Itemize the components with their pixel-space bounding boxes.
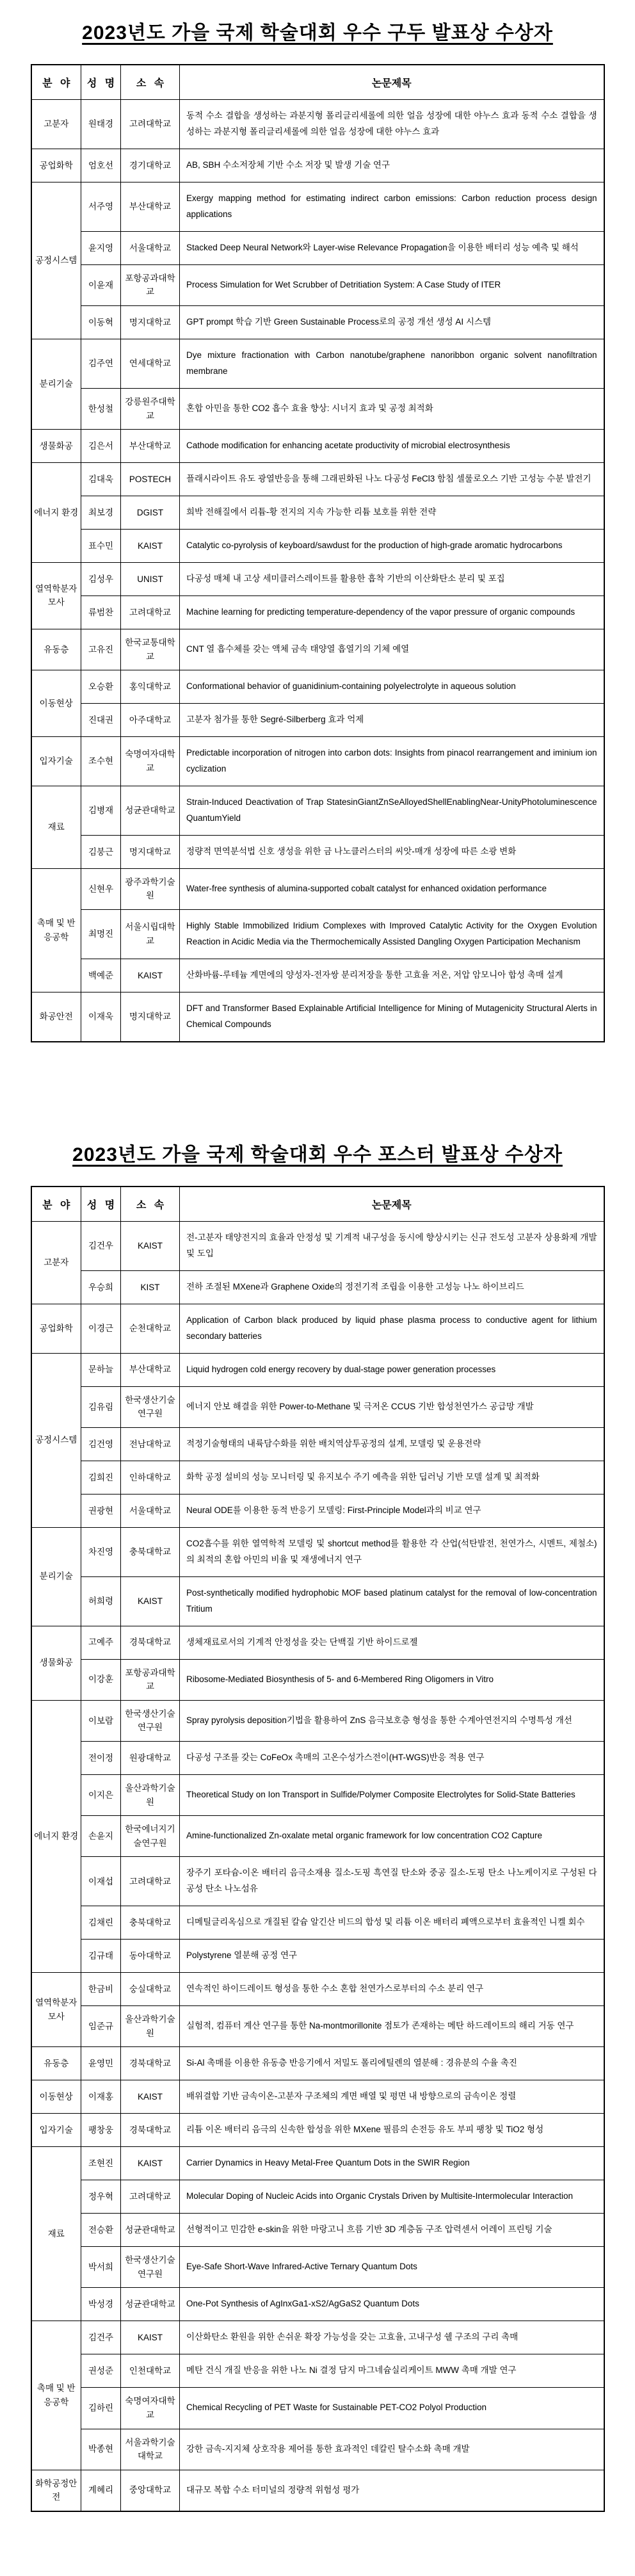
table-row [31, 1386, 604, 1427]
affiliation-cell: 강릉원주대학교 [121, 388, 180, 429]
name-cell: 차진영 [81, 1527, 121, 1576]
name-cell: 권성준 [81, 2354, 121, 2388]
affiliation-cell: 포항공과대학교 [121, 264, 180, 305]
paper-title-cell: Eye-Safe Short-Wave Infrared-Active Ternary Quantum Dots [180, 2247, 604, 2288]
name-cell: 한금비 [81, 1973, 121, 2006]
table-row [31, 182, 604, 231]
field-cell: 화공안전 [31, 992, 81, 1041]
table-row [31, 1700, 604, 1741]
name-cell: 엄호선 [81, 149, 121, 182]
table-row [31, 1353, 604, 1386]
paper-title-cell: 리튬 이온 배터리 음극의 신속한 합성을 위한 MXene 필름의 손전등 유도 부피 팽창 및 TiO2 형성 [180, 2114, 604, 2147]
table-row [31, 2247, 604, 2288]
affiliation-cell: 연세대학교 [121, 339, 180, 388]
table-row [31, 1857, 604, 1906]
affiliation-cell: 충북대학교 [121, 1906, 180, 1940]
paper-title-cell: Water-free synthesis of alumina-supported cobalt catalyst for enhanced oxidation performance [180, 868, 604, 909]
name-cell: 서주영 [81, 182, 121, 231]
paper-title-cell: Theoretical Study on Ion Transport in Sulfide/Polymer Composite Electrolytes for Solid-State Batteries [180, 1775, 604, 1816]
affiliation-cell: 전남대학교 [121, 1427, 180, 1461]
column-header: 성 명 [81, 65, 121, 100]
affiliation-cell: DGIST [121, 496, 180, 530]
table-row [31, 2288, 604, 2321]
table-row [31, 595, 604, 629]
field-cell: 생물화공 [31, 430, 81, 463]
paper-title-cell: 희박 전해질에서 리튬-황 전지의 지속 가능한 리튬 보호를 위한 전략 [180, 496, 604, 530]
table-row [31, 1461, 604, 1494]
table-row [31, 1576, 604, 1626]
field-cell: 에너지 환경 [31, 1700, 81, 1972]
affiliation-cell: 고려대학교 [121, 1857, 180, 1906]
table-row [31, 1270, 604, 1304]
name-cell: 이윤재 [81, 264, 121, 305]
name-cell: 김대욱 [81, 463, 121, 496]
paper-title-cell: Amine-functionalized Zn-oxalate metal organic framework for low concentration CO2 Capture [180, 1816, 604, 1857]
paper-title-cell: 전하 조절된 MXene과 Graphene Oxide의 정전기적 조립을 이용한 고성능 나노 하이브리드 [180, 1270, 604, 1304]
affiliation-cell: 명지대학교 [121, 306, 180, 339]
affiliation-cell: 광주과학기술원 [121, 868, 180, 909]
affiliation-cell: KAIST [121, 2321, 180, 2354]
column-header: 분 야 [31, 65, 81, 100]
paper-title-cell: 다공성 매체 내 고상 세미클러스레이트를 활용한 흡착 기반의 이산화탄소 분리 및 포집 [180, 562, 604, 595]
field-cell: 분리기술 [31, 339, 81, 429]
table-row [31, 1816, 604, 1857]
table-row [31, 463, 604, 496]
affiliation-cell: KAIST [121, 959, 180, 992]
name-cell: 이재욱 [81, 992, 121, 1041]
field-cell: 입자기술 [31, 737, 81, 786]
name-cell: 김건우 [81, 1221, 121, 1270]
name-cell: 최명진 [81, 910, 121, 959]
field-cell: 화학공정안전 [31, 2470, 81, 2511]
paper-title-cell: 이산화탄소 환원을 위한 손쉬운 확장 가능성을 갖는 고효율, 고내구성 쉘 구조의 구리 촉매 [180, 2321, 604, 2354]
paper-title-cell: Process Simulation for Wet Scrubber of Detritiation System: A Case Study of ITER [180, 264, 604, 305]
table-row [31, 1626, 604, 1659]
column-header: 논문제목 [180, 1187, 604, 1222]
table-body [31, 1221, 604, 2511]
paper-title-cell: Neural ODE를 이용한 동적 반응기 모델링: First-Principle Model과의 비교 연구 [180, 1494, 604, 1527]
name-cell: 류범찬 [81, 595, 121, 629]
affiliation-cell: 서울대학교 [121, 1494, 180, 1527]
poster-award-section [0, 1138, 635, 2512]
affiliation-cell: KAIST [121, 530, 180, 563]
affiliation-cell: 홍익대학교 [121, 670, 180, 704]
table-row [31, 1940, 604, 1973]
table-row [31, 1742, 604, 1775]
name-cell: 김은서 [81, 430, 121, 463]
table-row [31, 496, 604, 530]
name-cell: 이동혁 [81, 306, 121, 339]
oral-award-section [0, 17, 635, 1042]
affiliation-cell: 서울과학기술대학교 [121, 2429, 180, 2470]
paper-title-cell: 혼합 아민을 통한 CO2 흡수 효율 향상: 시너지 효과 및 공정 최적화 [180, 388, 604, 429]
table-row [31, 2047, 604, 2080]
table-row [31, 1427, 604, 1461]
table-row [31, 1221, 604, 1270]
field-cell: 촉매 및 반응공학 [31, 868, 81, 992]
paper-title-cell: Molecular Doping of Nucleic Acids into Organic Crystals Driven by Multisite-Intermolecular Interaction [180, 2180, 604, 2214]
paper-title-cell: CNT 열 흡수체를 갖는 액체 금속 태양열 흡열기의 기체 예열 [180, 629, 604, 670]
affiliation-cell: 경북대학교 [121, 1626, 180, 1659]
affiliation-cell: 아주대학교 [121, 704, 180, 737]
table-header [31, 65, 604, 100]
affiliation-cell: 고려대학교 [121, 100, 180, 149]
table-row [31, 149, 604, 182]
name-cell: 윤영민 [81, 2047, 121, 2080]
paper-title-cell: Polystyrene 열분해 공정 연구 [180, 1940, 604, 1973]
table-header [31, 1187, 604, 1222]
oral-award-table [31, 64, 605, 1042]
affiliation-cell: 성균관대학교 [121, 2214, 180, 2247]
paper-title-cell: DFT and Transformer Based Explainable Artificial Intelligence for Mining of Mutagenicity Structural Alerts in Chemical Compounds [180, 992, 604, 1041]
table-row [31, 1527, 604, 1576]
name-cell: 김붕근 [81, 835, 121, 868]
table-row [31, 100, 604, 149]
affiliation-cell: 한국생산기술연구원 [121, 1386, 180, 1427]
paper-title-cell: 메탄 건식 개질 반응을 위한 나노 Ni 결정 담지 마그네슘실리케이트 MWW 촉매 개발 연구 [180, 2354, 604, 2388]
field-cell: 공정시스템 [31, 182, 81, 339]
affiliation-cell: 중앙대학교 [121, 2470, 180, 2511]
field-cell: 이동현상 [31, 2080, 81, 2114]
affiliation-cell: KAIST [121, 1576, 180, 1626]
affiliation-cell: 고려대학교 [121, 595, 180, 629]
paper-title-cell: CO2흡수를 위한 열역학적 모델링 및 shortcut method를 활용한 각 산업(석탄발전, 천연가스, 시멘트, 제철소)의 최적의 혼합 아민의 비율 및 재생에너지 연구 [180, 1527, 604, 1576]
paper-title-cell: AB, SBH 수소저장체 기반 수소 저장 및 발생 기술 연구 [180, 149, 604, 182]
table-row [31, 530, 604, 563]
affiliation-cell: 숙명여자대학교 [121, 737, 180, 786]
paper-title-cell: Exergy mapping method for estimating indirect carbon emissions: Carbon reduction process design applications [180, 182, 604, 231]
affiliation-cell: 인하대학교 [121, 1461, 180, 1494]
table-row [31, 1973, 604, 2006]
name-cell: 조수현 [81, 737, 121, 786]
name-cell: 이재섭 [81, 1857, 121, 1906]
name-cell: 김주연 [81, 339, 121, 388]
name-cell: 박성경 [81, 2288, 121, 2321]
affiliation-cell: 경북대학교 [121, 2047, 180, 2080]
table-row [31, 1304, 604, 1353]
name-cell: 김하린 [81, 2388, 121, 2429]
name-cell: 오승환 [81, 670, 121, 704]
affiliation-cell: 경북대학교 [121, 2114, 180, 2147]
affiliation-cell: 한국교통대학교 [121, 629, 180, 670]
name-cell: 권광현 [81, 1494, 121, 1527]
name-cell: 이강훈 [81, 1659, 121, 1700]
table-row [31, 835, 604, 868]
table-row [31, 2321, 604, 2354]
table-row [31, 2080, 604, 2114]
field-cell: 생물화공 [31, 1626, 81, 1700]
table-row [31, 1906, 604, 1940]
table-row [31, 2429, 604, 2470]
table-row [31, 2006, 604, 2047]
table-row [31, 629, 604, 670]
table-row [31, 1775, 604, 1816]
name-cell: 박서희 [81, 2247, 121, 2288]
table-row [31, 306, 604, 339]
affiliation-cell: 경기대학교 [121, 149, 180, 182]
affiliation-cell: 충북대학교 [121, 1527, 180, 1576]
paper-title-cell: Highly Stable Immobilized Iridium Complexes with Improved Catalytic Activity for the Oxygen Evolution Reaction in Acidic Media via the Thermochemically Assisted Dangling Oxygen Participation Mechanism [180, 910, 604, 959]
name-cell: 신현우 [81, 868, 121, 909]
affiliation-cell: 서울대학교 [121, 231, 180, 264]
table-row [31, 2388, 604, 2429]
paper-title-cell: 배위결합 기반 금속이온-고분자 구조체의 계면 배열 및 평면 내 방향으로의 금속이온 정렬 [180, 2080, 604, 2114]
paper-title-cell: 디메틸글리옥심으로 개질된 칼슘 알긴산 비드의 합성 및 리튬 이온 배터리 폐액으로부터 효율적인 니켈 회수 [180, 1906, 604, 1940]
name-cell: 윤지영 [81, 231, 121, 264]
paper-title-cell: 생체재료로서의 기계적 안정성을 갖는 단백질 기반 하이드로젤 [180, 1626, 604, 1659]
name-cell: 김규태 [81, 1940, 121, 1973]
paper-title-cell: Stacked Deep Neural Network와 Layer-wise Relevance Propagation을 이용한 배터리 성능 예측 및 해석 [180, 231, 604, 264]
paper-title-cell: Ribosome-Mediated Biosynthesis of 5- and 6-Membered Ring Oligomers in Vitro [180, 1659, 604, 1700]
name-cell: 이경근 [81, 1304, 121, 1353]
field-cell: 공업화학 [31, 149, 81, 182]
table-row [31, 786, 604, 835]
table-row [31, 992, 604, 1041]
field-cell: 입자기술 [31, 2114, 81, 2147]
paper-title-cell: 산화바륨-루테늄 계면에의 양성자-전자쌍 분리저장을 통한 고효율 저온, 저압 암모니아 합성 촉매 설계 [180, 959, 604, 992]
field-cell: 촉매 및 반응공학 [31, 2321, 81, 2470]
paper-title-cell: Dye mixture fractionation with Carbon nanotube/graphene nanoribbon organic solvent nanofiltration membrane [180, 339, 604, 388]
name-cell: 정우혁 [81, 2180, 121, 2214]
paper-title-cell: Strain-Induced Deactivation of Trap StatesinGiantZnSeAlloyedShellEnablingNear-UnityPhotoluminescence QuantumYield [180, 786, 604, 835]
table-row [31, 430, 604, 463]
field-cell: 고분자 [31, 1221, 81, 1304]
table-row [31, 1659, 604, 1700]
affiliation-cell: 한국생산기술연구원 [121, 2247, 180, 2288]
paper-title-cell: 실험적, 컴퓨터 계산 연구를 통한 Na-montmorillonite 점토가 존재하는 메탄 하드레이트의 해리 거동 연구 [180, 2006, 604, 2047]
table-row [31, 2147, 604, 2180]
table-row [31, 670, 604, 704]
affiliation-cell: 울산과학기술원 [121, 1775, 180, 1816]
name-cell: 전이정 [81, 1742, 121, 1775]
field-cell: 열역학분자모사 [31, 562, 81, 629]
column-header: 성 명 [81, 1187, 121, 1222]
paper-title-cell: Liquid hydrogen cold energy recovery by dual-stage power generation processes [180, 1353, 604, 1386]
column-header: 논문제목 [180, 65, 604, 100]
affiliation-cell: 동아대학교 [121, 1940, 180, 1973]
paper-title-cell: Catalytic co-pyrolysis of keyboard/sawdust for the production of high-grade aromatic hydrocarbons [180, 530, 604, 563]
name-cell: 임준규 [81, 2006, 121, 2047]
name-cell: 김채린 [81, 1906, 121, 1940]
table-row [31, 2214, 604, 2247]
name-cell: 표수민 [81, 530, 121, 563]
paper-title-cell: Chemical Recycling of PET Waste for Sustainable PET-CO2 Polyol Production [180, 2388, 604, 2429]
field-cell: 분리기술 [31, 1527, 81, 1626]
field-cell: 유동층 [31, 629, 81, 670]
field-cell: 재료 [31, 2147, 81, 2321]
table-row [31, 704, 604, 737]
affiliation-cell: 한국에너지기술연구원 [121, 1816, 180, 1857]
oral-award-title: 2023년도 가을 국제 학술대회 우수 구두 발표상 수상자 [82, 22, 553, 44]
paper-title-cell: 플래시라이트 유도 광열반응을 통해 그래핀화된 나노 다공성 FeCl3 함침 셀룰로오스 기반 고성능 수분 발전기 [180, 463, 604, 496]
affiliation-cell: POSTECH [121, 463, 180, 496]
name-cell: 계혜리 [81, 2470, 121, 2511]
affiliation-cell: 서울시립대학교 [121, 910, 180, 959]
name-cell: 문하늘 [81, 1353, 121, 1386]
poster-award-table [31, 1186, 605, 2512]
paper-title-cell: Carrier Dynamics in Heavy Metal-Free Quantum Dots in the SWIR Region [180, 2147, 604, 2180]
paper-title-cell: Conformational behavior of guanidinium-containing polyelectrolyte in aqueous solution [180, 670, 604, 704]
table-row [31, 1494, 604, 1527]
name-cell: 우승희 [81, 1270, 121, 1304]
table-row [31, 737, 604, 786]
name-cell: 고예주 [81, 1626, 121, 1659]
affiliation-cell: 부산대학교 [121, 1353, 180, 1386]
name-cell: 김유림 [81, 1386, 121, 1427]
affiliation-cell: 순천대학교 [121, 1304, 180, 1353]
affiliation-cell: UNIST [121, 562, 180, 595]
name-cell: 이보람 [81, 1700, 121, 1741]
paper-title-cell: Machine learning for predicting temperature-dependency of the vapor pressure of organic compounds [180, 595, 604, 629]
column-header: 소 속 [121, 65, 180, 100]
paper-title-cell: Application of Carbon black produced by liquid phase plasma process to conductive agent for lithium secondary batteries [180, 1304, 604, 1353]
affiliation-cell: 숭실대학교 [121, 1973, 180, 2006]
paper-title-cell: 정량적 면역분석법 신호 생성을 위한 금 나노클러스터의 씨앗-매개 성장에 따른 소광 변화 [180, 835, 604, 868]
paper-title-cell: GPT prompt 학습 기반 Green Sustainable Process로의 공정 개선 생성 AI 시스템 [180, 306, 604, 339]
table-row [31, 959, 604, 992]
affiliation-cell: 포항공과대학교 [121, 1659, 180, 1700]
paper-title-cell: 에너지 안보 해결을 위한 Power-to-Methane 및 극저온 CCUS 기반 합성천연가스 공급망 개발 [180, 1386, 604, 1427]
paper-title-cell: 동적 수소 결합을 생성하는 과분지형 폴리글리세롤에 의한 얼음 성장에 대한 야누스 효과 동적 수소 결합을 생성하는 과분지형 폴리글리세롤에 의한 얼음 성장에 대한 야누스 효과 [180, 100, 604, 149]
table-row [31, 339, 604, 388]
name-cell: 고유진 [81, 629, 121, 670]
paper-title-cell: Post-synthetically modified hydrophobic MOF based platinum catalyst for the removal of low-concentration Tritium [180, 1576, 604, 1626]
paper-title-cell: 연속적인 하이드레이트 형성을 통한 수소 혼합 천연가스로부터의 수소 분리 연구 [180, 1973, 604, 2006]
name-cell: 박종현 [81, 2429, 121, 2470]
field-cell: 에너지 환경 [31, 463, 81, 563]
affiliation-cell: 울산과학기술원 [121, 2006, 180, 2047]
affiliation-cell: KAIST [121, 1221, 180, 1270]
affiliation-cell: 인천대학교 [121, 2354, 180, 2388]
poster-award-title: 2023년도 가을 국제 학술대회 우수 포스터 발표상 수상자 [72, 1144, 563, 1165]
column-header: 소 속 [121, 1187, 180, 1222]
paper-title-cell: One-Pot Synthesis of AgInxGa1-xS2/AgGaS2 Quantum Dots [180, 2288, 604, 2321]
paper-title-cell: Cathode modification for enhancing acetate productivity of microbial electrosynthesis [180, 430, 604, 463]
paper-title-cell: 다공성 구조를 갖는 CoFeOx 촉매의 고온수성가스전이(HT-WGS)반응 적용 연구 [180, 1742, 604, 1775]
name-cell: 김희진 [81, 1461, 121, 1494]
field-cell: 고분자 [31, 100, 81, 149]
name-cell: 김병재 [81, 786, 121, 835]
paper-title-cell: Si-Al 촉매를 이용한 유동층 반응기에서 저밀도 폴리에틸렌의 열분해 : 경유분의 수율 촉진 [180, 2047, 604, 2080]
name-cell: 이재홍 [81, 2080, 121, 2114]
paper-title-cell: 장주기 포타슘-이온 배터리 음극소재용 질소-도핑 흑연질 탄소와 중공 질소-도핑 탄소 나노케이지로 구성된 다공성 탄소 나노섬유 [180, 1857, 604, 1906]
table-row [31, 264, 604, 305]
name-cell: 한성철 [81, 388, 121, 429]
affiliation-cell: 명지대학교 [121, 992, 180, 1041]
affiliation-cell: 부산대학교 [121, 182, 180, 231]
paper-title-cell: 강한 금속-지지체 상호작용 제어를 통한 효과적인 데칼린 탈수소화 촉매 개발 [180, 2429, 604, 2470]
name-cell: 원태경 [81, 100, 121, 149]
affiliation-cell: 숙명여자대학교 [121, 2388, 180, 2429]
paper-title-cell: 선형적이고 민감한 e-skin을 위한 마랑고니 흐름 기반 3D 계층돔 구조 압력센서 어레이 프린팅 기술 [180, 2214, 604, 2247]
paper-title-cell: 적정기술형태의 내륙담수화를 위한 배치역삼투공정의 설계, 모델링 및 운용전략 [180, 1427, 604, 1461]
field-cell: 이동현상 [31, 670, 81, 737]
name-cell: 진대권 [81, 704, 121, 737]
table-row [31, 231, 604, 264]
name-cell: 김성우 [81, 562, 121, 595]
affiliation-cell: 성균관대학교 [121, 786, 180, 835]
table-row [31, 868, 604, 909]
table-row [31, 910, 604, 959]
table-row [31, 2180, 604, 2214]
affiliation-cell: KIST [121, 1270, 180, 1304]
paper-title-cell: 화학 공정 설비의 성능 모니터링 및 유지보수 주기 예측을 위한 딥러닝 기반 모델 설계 및 최적화 [180, 1461, 604, 1494]
table-row [31, 2354, 604, 2388]
table-row [31, 562, 604, 595]
field-cell: 공정시스템 [31, 1353, 81, 1527]
name-cell: 최보경 [81, 496, 121, 530]
table-row [31, 388, 604, 429]
name-cell: 이지은 [81, 1775, 121, 1816]
name-cell: 팽창웅 [81, 2114, 121, 2147]
paper-title-cell: Spray pyrolysis deposition기법을 활용하여 ZnS 음극보호층 형성을 통한 수계아연전지의 수명특성 개선 [180, 1700, 604, 1741]
affiliation-cell: 명지대학교 [121, 835, 180, 868]
field-cell: 재료 [31, 786, 81, 868]
affiliation-cell: KAIST [121, 2147, 180, 2180]
field-cell: 공업화학 [31, 1304, 81, 1353]
affiliation-cell: 한국생산기술연구원 [121, 1700, 180, 1741]
field-cell: 열역학분자모사 [31, 1973, 81, 2047]
affiliation-cell: 고려대학교 [121, 2180, 180, 2214]
affiliation-cell: 성균관대학교 [121, 2288, 180, 2321]
paper-title-cell: 대규모 복합 수소 터미널의 정량적 위험성 평가 [180, 2470, 604, 2511]
column-header: 분 야 [31, 1187, 81, 1222]
paper-title-cell: 전-고분자 태양전지의 효율과 안정성 및 기계적 내구성을 동시에 향상시키는 신규 전도성 고분자 상용화제 개발 및 도입 [180, 1221, 604, 1270]
name-cell: 전승환 [81, 2214, 121, 2247]
name-cell: 손윤지 [81, 1816, 121, 1857]
affiliation-cell: 원광대학교 [121, 1742, 180, 1775]
header-row [31, 1187, 604, 1222]
table-row [31, 2470, 604, 2511]
table-body [31, 100, 604, 1042]
name-cell: 허희령 [81, 1576, 121, 1626]
name-cell: 백예준 [81, 959, 121, 992]
affiliation-cell: 부산대학교 [121, 430, 180, 463]
header-row [31, 65, 604, 100]
name-cell: 김건주 [81, 2321, 121, 2354]
name-cell: 김건영 [81, 1427, 121, 1461]
table-row [31, 2114, 604, 2147]
field-cell: 유동층 [31, 2047, 81, 2080]
affiliation-cell: KAIST [121, 2080, 180, 2114]
name-cell: 조현진 [81, 2147, 121, 2180]
paper-title-cell: 고분자 첨가를 통한 Segré-Silberberg 효과 억제 [180, 704, 604, 737]
paper-title-cell: Predictable incorporation of nitrogen into carbon dots: Insights from pinacol rearrangement and iminium ion cyclization [180, 737, 604, 786]
